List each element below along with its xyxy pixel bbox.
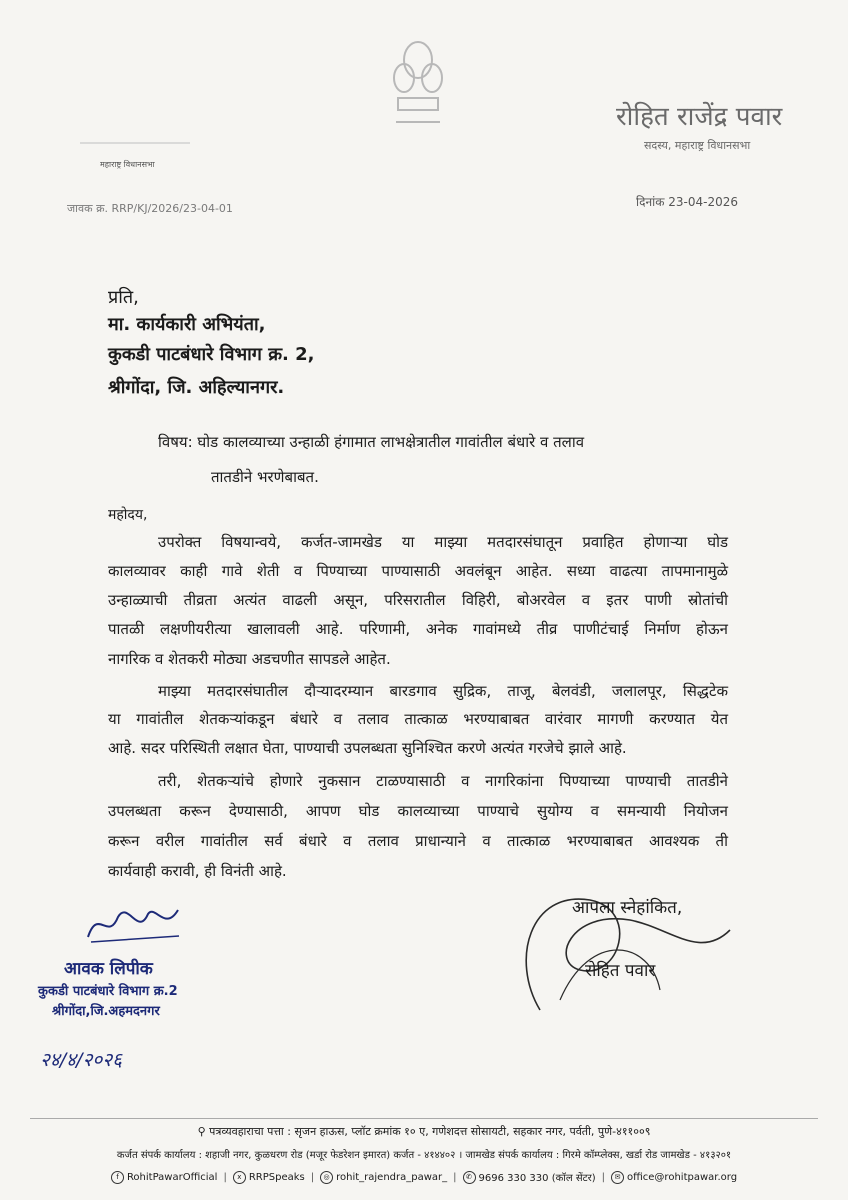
instagram-link[interactable] [320,1171,447,1184]
facebook-link[interactable] [111,1171,218,1184]
facebook-icon: f [111,1171,124,1184]
salutation: महोदय, [108,507,148,523]
footer-social-bar [10,1170,838,1184]
footer-divider [30,1118,818,1119]
instagram-icon: ◎ [320,1171,333,1184]
body-p1-line: उन्हाळ्याची तीव्रता अत्यंत वाढली असून, परिसरातील विहिरी, बोअरवेल व इतर पाणी स्रोतांची [108,591,728,609]
letter-date: दिनांक 23-04-2026 [636,195,739,209]
body-p2-line: या गावांतील शेतकऱ्यांकडून बंधारे व तलाव तात्काळ भरण्याबाबत वारंवार मागणी करण्यात येत [108,710,728,728]
addressee-designation: मा. कार्यकारी अभियंता, [108,314,266,335]
body-p3-line: करून वरील गावांतील सर्व बंधारे व तलाव प्राधान्याने व तात्काळ भरण्याबाबत आवश्यक ती [108,832,728,850]
reference-number: जावक क्र. RRP/KJ/2026/23-04-01 [67,202,233,215]
email-icon: ✉ [611,1171,624,1184]
separator: | [223,1171,227,1183]
subject-line-continued: तातडीने भरणेबाबत. [211,468,319,486]
closing-regards: आपला स्नेहांकित, [572,898,683,918]
footer-address [0,1124,848,1139]
body-p1-line: उपरोक्त विषयान्वये, कर्जत-जामखेड या माझ्या मतदारसंघातून प्रवाहित होणाऱ्या घोड [158,533,728,551]
stamp-initials-signature [83,902,183,944]
body-p3-line: कार्यवाही करावी, ही विनंती आहे. [108,862,287,880]
twitter-link[interactable] [233,1171,305,1184]
body-p3-line: उपलब्धता करून देण्यासाठी, आपण घोड कालव्याच्या पाण्याचे सुयोग्य व समन्यायी नियोजन [108,802,728,820]
phone-number: 9696 330 330 (कॉल सेंटर) [478,1173,596,1184]
separator: | [601,1171,605,1183]
stamp-line-3: श्रीगोंदा,जि.अहमदनगर [52,1004,160,1019]
body-p1-line: कालव्यावर काही गावे शेती व पिण्याच्या पाण्यासाठी अवलंबून आहेत. सध्या वाढत्या तापमानामुळे [108,562,728,580]
body-p1-line: नागरिक व शेतकरी मोठ्या अडचणीत सापडले आहेत. [108,650,391,668]
phone-icon: ✆ [463,1171,476,1184]
separator: | [310,1171,315,1183]
body-p2-line: माझ्या मतदारसंघातील दौऱ्यादरम्यान बारडगाव सुद्रिक, ताजू, बेलवंडी, जलालपूर, सिद्धटेक [158,682,728,700]
stamp-line-2: कुकडी पाटबंधारे विभाग क्र.2 [38,984,178,999]
phone-link[interactable] [463,1170,596,1184]
addressee-location: श्रीगोंदा, जि. अहिल्यानगर. [108,377,285,398]
body-p2-line: आहे. सदर परिस्थिती लक्षात घेता, पाण्याची उपलब्धता सुनिश्चित करणे अत्यंत गरजेचे झाले आहे. [108,739,627,757]
handwritten-signature [500,870,740,1020]
assembly-caption: महाराष्ट्र विधानसभा [100,160,155,169]
addressee-department: कुकडी पाटबंधारे विभाग क्र. 2, [108,344,315,365]
stamp-date: २४/४/२०२६ [40,1049,122,1071]
location-pin-icon: ⚲ [197,1125,206,1138]
email-link[interactable] [611,1171,737,1184]
letterhead-name: रोहित राजेंद्र पवार [616,102,783,132]
stamp-line-1: आवक लिपीक [64,959,153,979]
email-address: office@rohitpawar.org [627,1171,738,1183]
facebook-handle: RohitPawarOfficial [126,1171,218,1183]
twitter-icon: x [233,1171,246,1184]
body-p3-line: तरी, शेतकऱ्यांचे होणारे नुकसान टाळण्यासाठी व नागरिकांना पिण्याच्या पाण्याची तातडीने [158,772,728,790]
instagram-handle: rohit_rajendra_pawar_ [336,1171,448,1183]
assembly-logo [70,110,200,169]
footer-address-text: पत्रव्यवहाराचा पत्ता : सृजन हाऊस, प्लॉट क्रमांक १० ए, गणेशदत्त सोसायटी, सहकार नगर, पर्वती, पुणे-४११००९ [209,1125,651,1138]
addressee-to: प्रति, [108,287,139,308]
separator: | [453,1171,457,1183]
receipt-stamp [28,902,228,1022]
subject-line: विषय: घोड कालव्याच्या उन्हाळी हंगामात लाभक्षेत्रातील गावांतील बंधारे व तलाव [158,433,585,451]
letterhead-title: सदस्य, महाराष्ट्र विधानसभा [644,139,751,152]
footer-offices: कर्जत संपर्क कार्यालय : शहाजी नगर, कुळधरण रोड (मजूर फेडरेशन इमारत) कर्जत - ४१४४०२ । जामखेड संपर्क कार्यालय : गिरमे कॉम्प्लेक्स, खर्डा रोड जामखेड - ४१३२०१ [116,1150,732,1161]
signatory-name: रोहित पवार [585,961,656,981]
twitter-handle: RRPSpeaks [248,1171,305,1183]
assembly-emblem-mark [80,116,190,144]
body-p1-line: पातळी लक्षणीयरीत्या खालावली आहे. परिणामी, अनेक गावांमध्ये तीव्र पाणीटंचाई निर्माण होऊन [108,620,728,638]
ashoka-emblem-icon [386,30,450,150]
